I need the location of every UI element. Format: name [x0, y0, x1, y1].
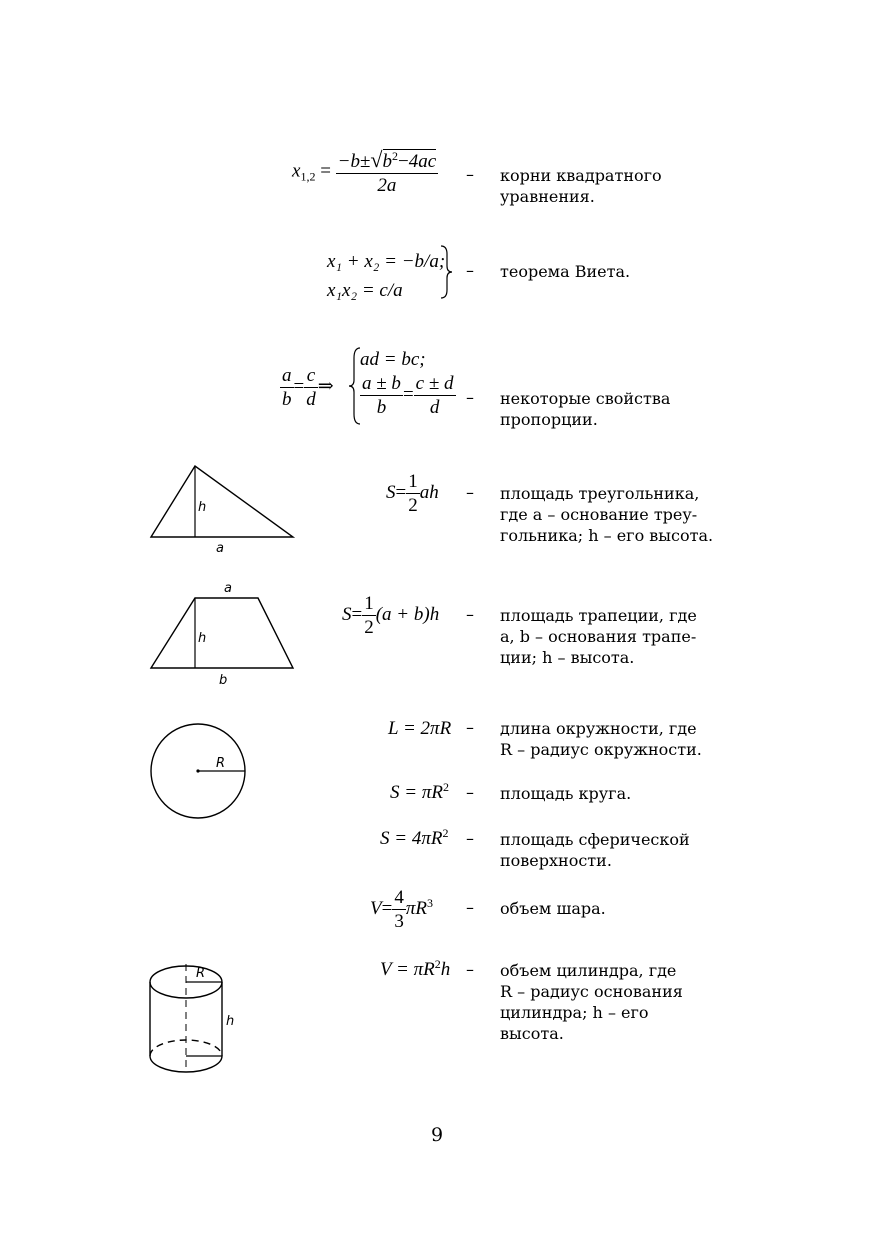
formula-circle-area: $S = \pi R^2$: [390, 780, 449, 803]
desc-sphere-volume: объем шара.: [500, 899, 606, 918]
trapezoid-figure: [148, 578, 298, 690]
desc-circumference: длина окружности, где R – радиус окружности.: [500, 719, 702, 759]
desc-triangle: площадь треугольника, где a – основание треу- гольника; h – его высота.: [500, 484, 714, 545]
formula-quadratic-roots: $x_{1,2}$ = $\frac{-b\pm√b^2-4ac}{2a}$: [292, 147, 437, 196]
triangle-label-a: a: [216, 541, 224, 556]
cylinder-figure: [148, 960, 254, 1086]
trapezoid-label-h: h: [198, 631, 207, 646]
quadratic-fraction: $\frac{-b\pm√b^2-4ac}{2a}$: [337, 147, 437, 196]
triangle-label-h: h: [198, 500, 207, 515]
formula-cylinder-volume: $V = \pi R^2h$: [380, 957, 451, 980]
page-number: 9: [431, 1124, 444, 1146]
formula-vieta: x₁ + x₂ = −b/a; x₁x₂ = c/a: [327, 251, 446, 301]
circle-figure: [148, 722, 250, 822]
formula-sphere-volume: V= $\frac{4}{3}$ $\pi R^3$: [370, 887, 433, 932]
dash-sphere-area: –: [466, 829, 474, 848]
dash-vieta: –: [466, 261, 474, 280]
desc-vieta: теорема Виета.: [500, 262, 631, 281]
desc-sphere-area: площадь сферической поверхности.: [500, 830, 690, 870]
formula-proportion-system: ad = bc; $\frac{a \pm b}{b}$ = $\frac{c \pm d}{d}$: [360, 349, 454, 418]
dash-trapezoid: –: [466, 605, 474, 624]
trapezoid-label-a: a: [224, 581, 232, 596]
formula-trapezoid-area: S= $\frac{1}{2}$ (a + b)h: [342, 593, 440, 638]
dash-proportion: –: [466, 388, 474, 407]
trapezoid-label-b: b: [219, 673, 228, 688]
sqrt-sign: √: [370, 147, 383, 172]
desc-quadratic: корни квадратного уравнения.: [500, 166, 662, 206]
formula-sphere-area: $S = 4\pi R^2$: [380, 826, 449, 849]
dash-circumference: –: [466, 718, 474, 737]
circle-label-R: R: [216, 756, 226, 771]
triangle-shape: [151, 466, 293, 537]
formula-triangle-area: S= $\frac{1}{2}$ ah: [386, 471, 439, 516]
trapezoid-shape: [151, 598, 293, 668]
dash-triangle: –: [466, 483, 474, 502]
desc-proportion: некоторые свойства пропорции.: [500, 389, 671, 429]
formula-proportion-lhs: $\frac{a}{b}$ = $\frac{c}{d}$ ⇒: [282, 365, 334, 410]
vieta-brace: [439, 244, 453, 300]
dash-quadratic: –: [466, 165, 474, 184]
cylinder-label-R: R: [196, 966, 206, 981]
dash-sphere-volume: –: [466, 898, 474, 917]
desc-circle-area: площадь круга.: [500, 784, 632, 803]
dash-cylinder: –: [466, 960, 474, 979]
triangle-figure: [148, 462, 298, 556]
desc-cylinder: объем цилиндра, где R – радиус основания цилиндра; h – его высота.: [500, 961, 683, 1043]
dash-circle-area: –: [466, 783, 474, 802]
cylinder-label-h: h: [226, 1014, 235, 1029]
circle-center-dot: [196, 769, 199, 772]
formula-circumference: L = 2πR: [388, 718, 452, 739]
desc-trapezoid: площадь трапеции, где a, b – основания трапе- ции; h – высота.: [500, 606, 697, 667]
